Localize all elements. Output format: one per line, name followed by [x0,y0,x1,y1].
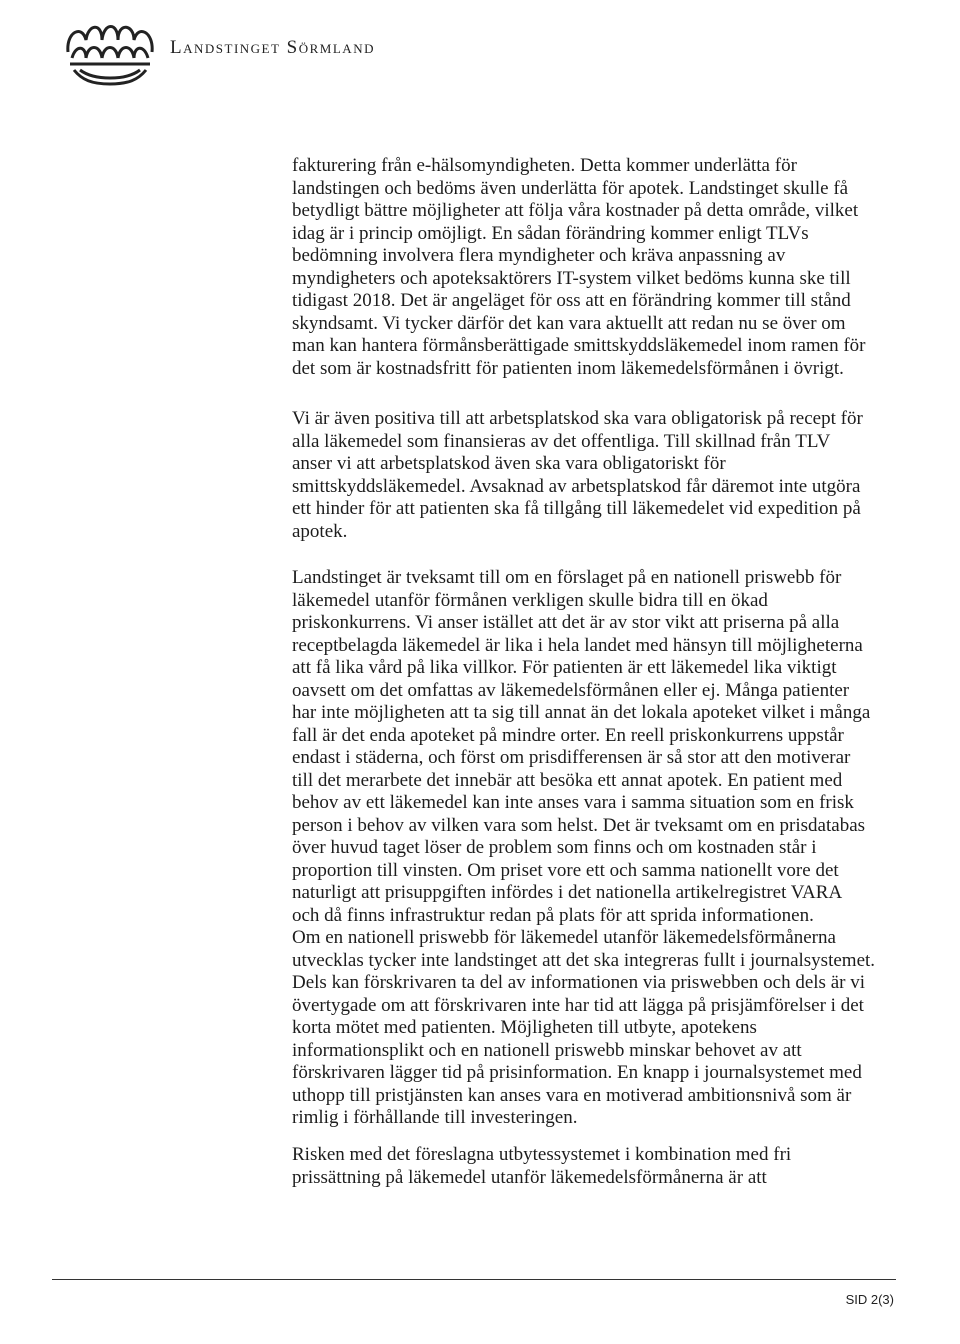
footer-divider [52,1279,896,1280]
paragraph-invoicing: fakturering från e-hälsomyndigheten. Detta kommer underlätta för landstingen och bedöms även underlätta för apotek. Landstinget skulle få betydligt bättre möjligheter att följa våra kostnader på detta område, vilket idag är i princip omöjligt. En sådan förändring kommer enligt TLVs bedömning involvera flera myndigheter och kräva anpassning av myndigheters och apoteksaktörers IT-system vilket bedöms kunna ske till tidigast 2018. Det är angeläget för oss att en förändring kommer till stånd skyndsamt. Vi tycker därför det kan vara aktuellt att redan nu se över om man kan hantera förmånsberättigade smittskyddsläkemedel inom ramen för det som är kostnadsfritt för patienten inom läkemedelsförmånen i övrigt. [292,155,866,379]
letterhead [62,14,375,90]
paragraph-workplace-code: Vi är även positiva till att arbetsplatskod ska vara obligatorisk på recept för alla läkemedel som finansieras av det offentliga. Till skillnad från TLV anser vi att arbetsplatskod även ska vara obligatoriskt för smittskyddsläkemedel. Avsaknad av arbetsplatskod får däremot inte utgöra ett hinder för att patienten ska få tillgång till läkemedelet vid expedition på apotek. [292,408,863,542]
letter-body [292,155,890,1188]
crown-logo-icon [62,14,158,90]
paragraph-risk: Risken med det föreslagna utbytessystemet i kombination med fri prissättning på läkemedel utanför läkemedelsförmånerna är att [292,1144,792,1188]
page-number: SID 2(3) [845,1292,894,1307]
organization-name: Landstinget Sörmland [170,37,375,58]
paragraph-price-web: Landstinget är tveksamt till om en förslaget på en nationell priswebb för läkemedel utanför förmånen verkligen skulle bidra till en ökad priskonkurrens. Vi anser istället att det är av stor vikt att priserna på alla receptbelagda läkemedel är lika i hela landet med hänsyn till möjligheterna att få lika vård på lika villkor. För patienten är ett läkemedel lika viktigt oavsett om det omfattas av läkemedelsförmånen eller ej. Många patienter har inte möjligheten att ta sig till annat än det lokala apoteket vilket i många fall är det enda apoteket på mindre orter. En reell priskonkurrens uppstår endast i städerna, och först om prisdifferensen är så stor att den motiverar till det merarbete det innebär att besöka ett annat apotek. En patient med behov av ett läkemedel kan inte anses vara i samma situation som en frisk person i behov av vilken vara som helst. Det är tveksamt om en prisdatabas över huvud taget löser de problem som finns och om kostnaden står i proportion till vinsten. Om priset vore ett och samma nationellt vore det naturligt att prisuppgiften infördes i det nationella artikelregistret VARA och då finns infrastruktur redan på plats för att sprida informationen. Om en nationell priswebb för läkemedel utanför läkemedelsförmånerna utvecklas tycker inte landstinget att det ska integreras fullt i journalsystemet. Dels kan förskrivaren ta del av informationen via priswebben och dels är vi övertygade om att förskrivaren inte har tid att lägga på prisjämförelser i det korta mötet med patienten. Möjligheten till utbyte, apotekens informationsplikt och en nationell priswebb minskar behovet av att förskrivaren lägger tid på prisinformation. En knapp i journalsystemet med uthopp till pristjänsten kan anses vara en motiverad ambitionsnivå som är rimlig i förhållande till investeringen. [292,567,876,1128]
